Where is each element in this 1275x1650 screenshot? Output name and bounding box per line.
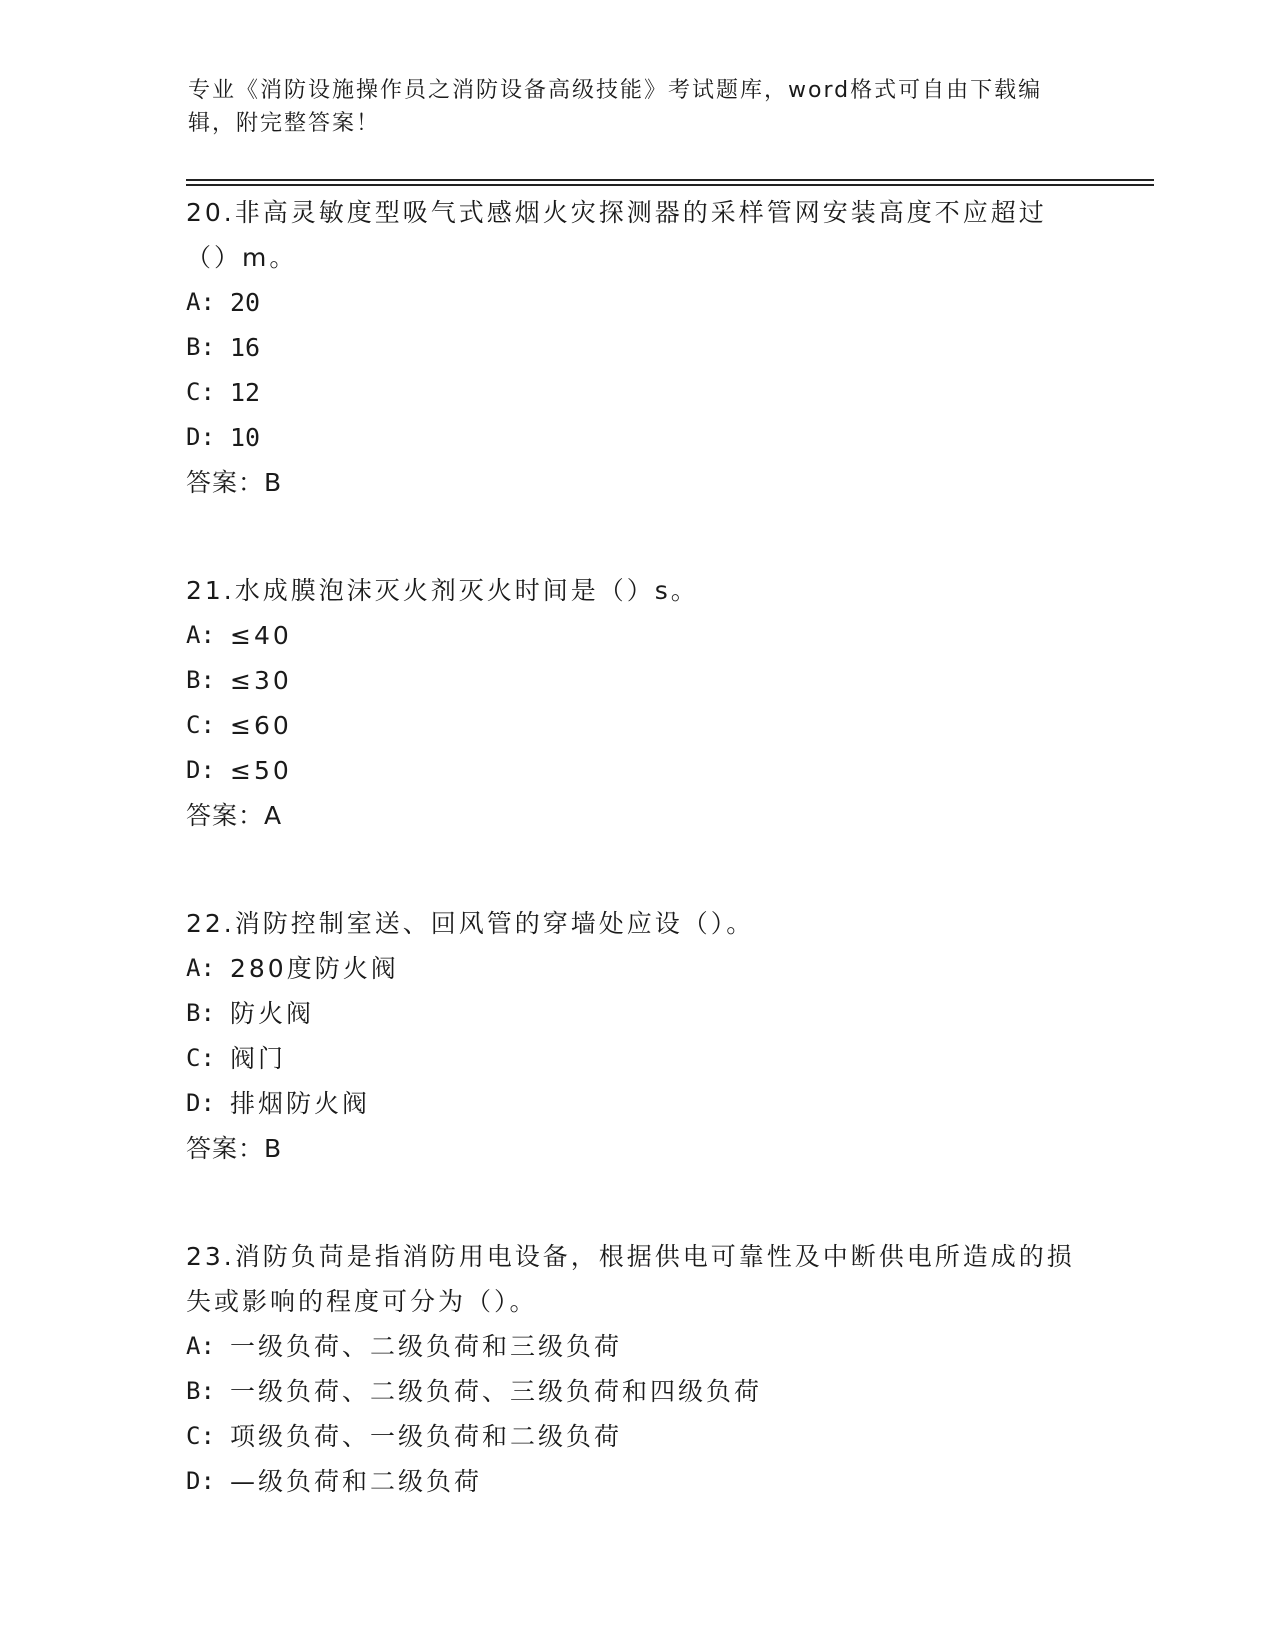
option-key: D: — [186, 756, 215, 784]
answer-text: 答案：A — [186, 801, 283, 830]
header-rule-bottom — [186, 184, 1154, 186]
option-key: D: — [186, 1467, 215, 1495]
option-key: A: — [186, 621, 215, 649]
option-text: 10 — [230, 423, 261, 452]
option-text: 项级负荷、一级负荷和二级负荷 — [230, 1422, 623, 1451]
option-text: ≤40 — [230, 621, 292, 650]
header-text: 专业《消防设施操作员之消防设备高级技能》考试题库，word格式可自由下载编辑，附完整答案！ — [188, 78, 1043, 136]
option-key: C: — [186, 378, 215, 406]
option-text: 排烟防火阀 — [230, 1089, 371, 1118]
option-d — [186, 1459, 1086, 1504]
option-a — [186, 1324, 1086, 1369]
option-text: ≤30 — [230, 666, 292, 695]
option-key: A: — [186, 288, 215, 316]
option-key: C: — [186, 1044, 215, 1072]
option-text: ≤60 — [230, 711, 292, 740]
option-text: 防火阀 — [230, 999, 315, 1028]
option-text: 280度防火阀 — [230, 954, 399, 983]
answer-text: 答案：B — [186, 468, 283, 497]
option-d — [186, 748, 1086, 793]
option-key: A: — [186, 954, 215, 982]
question-20 — [186, 190, 1086, 505]
question-stem: 21.水成膜泡沫灭火剂灭火时间是（）s。 — [186, 576, 699, 605]
option-b — [186, 658, 1086, 703]
option-b — [186, 991, 1086, 1036]
option-key: D: — [186, 423, 215, 451]
option-text: 16 — [230, 333, 261, 362]
option-key: B: — [186, 999, 215, 1027]
option-text: —级负荷和二级负荷 — [230, 1467, 483, 1496]
option-key: B: — [186, 1377, 215, 1405]
option-d — [186, 415, 1086, 460]
option-a — [186, 280, 1086, 325]
header-rule-top — [186, 179, 1154, 181]
option-a — [186, 613, 1086, 658]
option-b — [186, 1369, 1086, 1414]
question-21 — [186, 568, 1086, 838]
option-key: A: — [186, 1332, 215, 1360]
option-text: 20 — [230, 288, 261, 317]
option-key: C: — [186, 711, 215, 739]
question-stem: 22.消防控制室送、回风管的穿墙处应设（）。 — [186, 909, 755, 938]
option-text: 12 — [230, 378, 261, 407]
option-key: B: — [186, 666, 215, 694]
option-b — [186, 325, 1086, 370]
option-key: D: — [186, 1089, 215, 1117]
option-text: 一级负荷、二级负荷和三级负荷 — [230, 1332, 623, 1361]
question-stem: 23.消防负苘是指消防用电设备，根据供电可靠性及中断供电所造成的损失或影响的程度可分为（）。 — [186, 1242, 1075, 1316]
question-stem: 20.非高灵敏度型吸气式感烟火灾探测器的采样管网安装高度不应超过（）m。 — [186, 198, 1047, 272]
option-key: B: — [186, 333, 215, 361]
option-c — [186, 1414, 1086, 1459]
option-text: 一级负荷、二级负荷、三级负荷和四级负荷 — [230, 1377, 763, 1406]
option-c — [186, 370, 1086, 415]
option-text: ≤50 — [230, 756, 292, 785]
document-header — [188, 74, 1068, 140]
answer-text: 答案：B — [186, 1134, 283, 1163]
option-c — [186, 703, 1086, 748]
option-d — [186, 1081, 1086, 1126]
question-22 — [186, 901, 1086, 1171]
question-23 — [186, 1234, 1086, 1504]
option-key: C: — [186, 1422, 215, 1450]
option-a — [186, 946, 1086, 991]
question-list — [186, 190, 1086, 1504]
option-c — [186, 1036, 1086, 1081]
option-text: 阀门 — [230, 1044, 287, 1073]
